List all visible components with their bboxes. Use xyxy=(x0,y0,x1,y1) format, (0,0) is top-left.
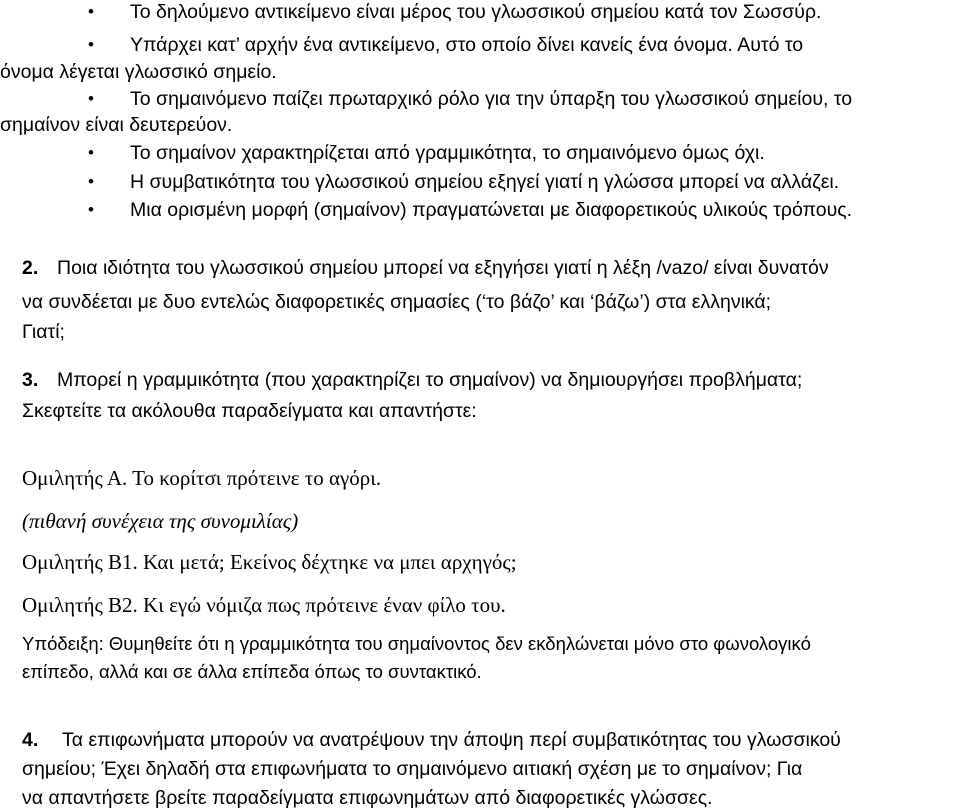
question-3-line-2: Σκεφτείτε τα ακόλουθα παραδείγματα και απαντήστε: xyxy=(22,400,477,422)
question-2-line-3: Γιατί; xyxy=(22,321,65,343)
speaker-b1-line: Ομιλητής Β1. Και μετά; Εκείνος δέχτηκε να μπει αρχηγός; xyxy=(22,550,517,574)
question-4-line-2: σημείου; Έχει δηλαδή στα επιφωνήματα το σημαινόμενο αιτιακή σχέση με το σημαίνον; Για xyxy=(22,758,803,780)
question-2-number: 2. xyxy=(22,257,39,279)
bullet-3-text: Το σημαινόμενο παίζει πρωταρχικό ρόλο για την ύπαρξη του γλωσσικού σημείου, το xyxy=(130,88,853,110)
speaker-b2-line: Ομιλητής Β2. Κι εγώ νόμιζα πως πρότεινε έναν φίλο του. xyxy=(22,593,506,617)
question-4-line-3: να απαντήσετε βρείτε παραδείγματα επιφωνημάτων από διαφορετικές γλώσσες. xyxy=(22,787,713,809)
bullet-glyph: • xyxy=(88,200,94,219)
bullet-2-text-cont: όνομα λέγεται γλωσσικό σημείο. xyxy=(0,61,277,83)
bullet-glyph: • xyxy=(88,89,94,108)
bullet-glyph: • xyxy=(88,2,94,21)
hint-line-1: Υπόδειξη: Θυμηθείτε ότι η γραμμικότητα του σημαίνοντος δεν εκδηλώνεται μόνο στο φωνολογικό xyxy=(22,633,811,654)
hint-line-2: επίπεδο, αλλά και σε άλλα επίπεδα όπως το συντακτικό. xyxy=(22,661,482,682)
question-4-line-1: Τα επιφωνήματα μπορούν να ανατρέψουν την άποψη περί συμβατικότητας του γλωσσικού xyxy=(62,729,841,751)
bullet-glyph: • xyxy=(88,143,94,162)
bullet-glyph: • xyxy=(88,35,94,54)
question-3-line-1: Μπορεί η γραμμικότητα (που χαρακτηρίζει το σημαίνον) να δημιουργήσει προβλήματα; xyxy=(57,369,803,391)
question-2-line-1: Ποια ιδιότητα του γλωσσικού σημείου μπορεί να εξηγήσει γιατί η λέξη /vazo/ είναι δυνατόν xyxy=(57,257,829,279)
bullet-2-text: Υπάρχει κατ’ αρχήν ένα αντικείμενο, στο οποίο δίνει κανείς ένα όνομα. Αυτό το xyxy=(130,34,804,56)
bullet-3-text-cont: σημαίνον είναι δευτερεύον. xyxy=(0,114,233,136)
bullet-4-text: Το σημαίνον χαρακτηρίζεται από γραμμικότητα, το σημαινόμενο όμως όχι. xyxy=(130,142,765,164)
bullet-5-text: Η συμβατικότητα του γλωσσικού σημείου εξηγεί γιατί η γλώσσα μπορεί να αλλάζει. xyxy=(130,171,840,193)
bullet-6-text: Μια ορισμένη μορφή (σημαίνον) πραγματώνεται με διαφορετικούς υλικούς τρόπους. xyxy=(130,199,853,221)
question-3-number: 3. xyxy=(22,369,39,391)
bullet-1-text: Το δηλούμενο αντικείμενο είναι μέρος του γλωσσικού σημείου κατά τον Σωσσύρ. xyxy=(130,1,822,23)
speaker-a-line: Ομιλητής Α. Το κορίτσι πρότεινε το αγόρι. xyxy=(22,466,382,490)
question-4-number: 4. xyxy=(22,729,39,751)
bullet-glyph: • xyxy=(88,172,94,191)
continuation-note: (πιθανή συνέχεια της συνομιλίας) xyxy=(22,509,299,533)
question-2-line-2: να συνδέεται με δυο εντελώς διαφορετικές σημασίες (‘το βάζο’ και ‘βάζω’) στα ελληνικά; xyxy=(22,291,772,313)
